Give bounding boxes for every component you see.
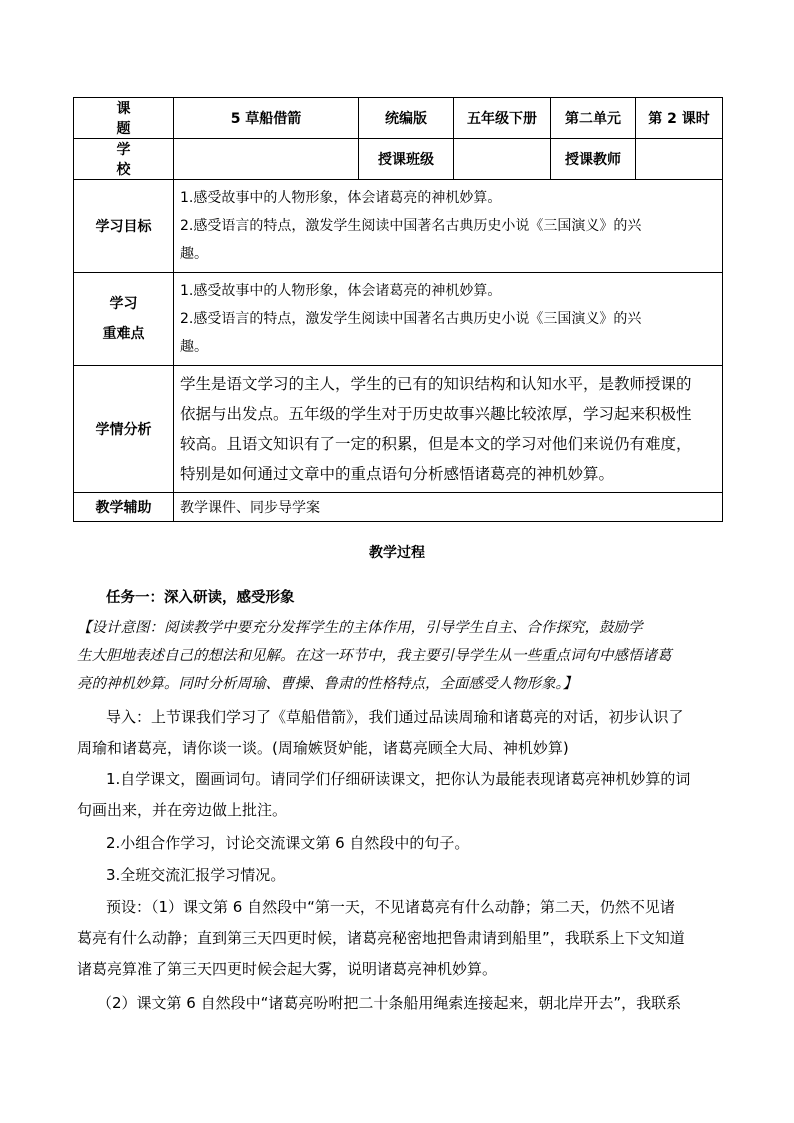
teacher-value (636, 139, 723, 180)
step1-paragraph (77, 764, 725, 826)
step2-paragraph (77, 828, 725, 859)
key-point-line: 趣。 (180, 339, 208, 355)
key-points-label (74, 273, 174, 366)
table-row-aids (74, 493, 723, 522)
lesson-info-table (73, 97, 723, 522)
objectives-content (174, 180, 723, 273)
step2-line: 2.小组合作学习，讨论交流课文第 6 自然段中的句子。 (106, 834, 470, 852)
step1-line: 1.自学课文，圈画词句。请同学们仔细研读课文，把你认为最能表现诸葛亮神机妙算的词 (106, 770, 691, 788)
step3-paragraph (77, 860, 725, 891)
school-label: 学 校 (74, 139, 174, 180)
task1-title: 任务一：深入研读，感受形象 (106, 590, 295, 606)
table-row-school (74, 139, 723, 180)
school-value (174, 139, 359, 180)
step1-line: 句画出来，并在旁边做上批注。 (77, 801, 288, 819)
table-row-key-points (74, 273, 723, 366)
analysis-label: 学情分析 (74, 366, 174, 493)
analysis-line: 依据与出发点。五年级的学生对于历史故事兴趣比较浓厚，学习起来积极性 (180, 405, 692, 423)
objective-line: 1.感受故事中的人物形象，体会诸葛亮的神机妙算。 (180, 190, 502, 206)
intro-line: 导入：上节课我们学习了《草船借箭》，我们通过品读周瑜和诸葛亮的对话，初步认识了 (106, 708, 684, 726)
class-value (454, 139, 551, 180)
analysis-line: 较高。且语文知识有了一定的积累，但是本文的学习对他们来说仍有难度， (180, 435, 692, 453)
key-point-line: 1.感受故事中的人物形象，体会诸葛亮的神机妙算。 (180, 283, 502, 299)
table-row-lesson (74, 98, 723, 139)
design-line: 生大胆地表述自己的想法和见解。在这一环节中，我主要引导学生从一些重点词句中感悟诸葛 (77, 648, 672, 664)
intro-paragraph (77, 702, 725, 764)
analysis-line: 学生是语文学习的主人，学生的已有的知识结构和认知水平，是教师授课的 (180, 375, 692, 393)
table-row-objectives (74, 180, 723, 273)
step3-line: 3.全班交流汇报学习情况。 (106, 866, 286, 884)
preset-line: 葛亮有什么动静；直到第三天四更时候，诸葛亮秘密地把鲁肃请到船里”，我联系上下文知道 (77, 929, 685, 947)
preset-paragraph (77, 892, 725, 985)
objectives-label: 学习目标 (74, 180, 174, 273)
design-line: 【设计意图：阅读教学中要充分发挥学生的主体作用，引导学生自主、合作探究，鼓励学 (77, 620, 643, 636)
design-line: 亮的神机妙算。同时分析周瑜、曹操、鲁肃的性格特点，全面感受人物形象。】 (77, 676, 578, 692)
key-points-label-line2: 重难点 (102, 326, 145, 342)
process-title: 教学过程 (369, 545, 425, 561)
unit: 第二单元 (551, 98, 636, 139)
preset2-paragraph (77, 988, 725, 1019)
design-intent (77, 614, 725, 698)
aids-value: 教学课件、同步导学案 (174, 493, 723, 522)
period: 第 2 课时 (636, 98, 723, 139)
grade: 五年级下册 (454, 98, 551, 139)
objective-line: 趣。 (180, 246, 208, 262)
teacher-label: 授课教师 (551, 139, 636, 180)
preset-line: 诸葛亮算准了第三天四更时候会起大雾，说明诸葛亮神机妙算。 (77, 960, 498, 978)
table-row-analysis (74, 366, 723, 493)
aids-label: 教学辅助 (74, 493, 174, 522)
analysis-line: 特别是如何通过文章中的重点语句分析感悟诸葛亮的神机妙算。 (180, 465, 615, 483)
lesson-title: 5 草船借箭 (174, 98, 359, 139)
lesson-label: 课 题 (74, 98, 174, 139)
preset-line: 预设：（1）课文第 6 自然段中“第一天，不见诸葛亮有什么动静；第二天，仍然不见诸 (106, 898, 675, 916)
key-points-content (174, 273, 723, 366)
key-points-label-line1: 学习 (109, 296, 138, 312)
objective-line: 2.感受语言的特点，激发学生阅读中国著名古典历史小说《三国演义》的兴 (180, 218, 642, 234)
analysis-content (174, 366, 723, 493)
preset2-line: （2）课文第 6 自然段中“诸葛亮吩咐把二十条船用绳索连接起来，朝北岸开去”，我联系 (97, 994, 682, 1012)
intro-line: 周瑜和诸葛亮，请你谈一谈。(周瑜嫉贤妒能，诸葛亮顾全大局、神机妙算) (77, 739, 569, 757)
edition: 统编版 (359, 98, 454, 139)
key-point-line: 2.感受语言的特点，激发学生阅读中国著名古典历史小说《三国演义》的兴 (180, 311, 642, 327)
class-label: 授课班级 (359, 139, 454, 180)
